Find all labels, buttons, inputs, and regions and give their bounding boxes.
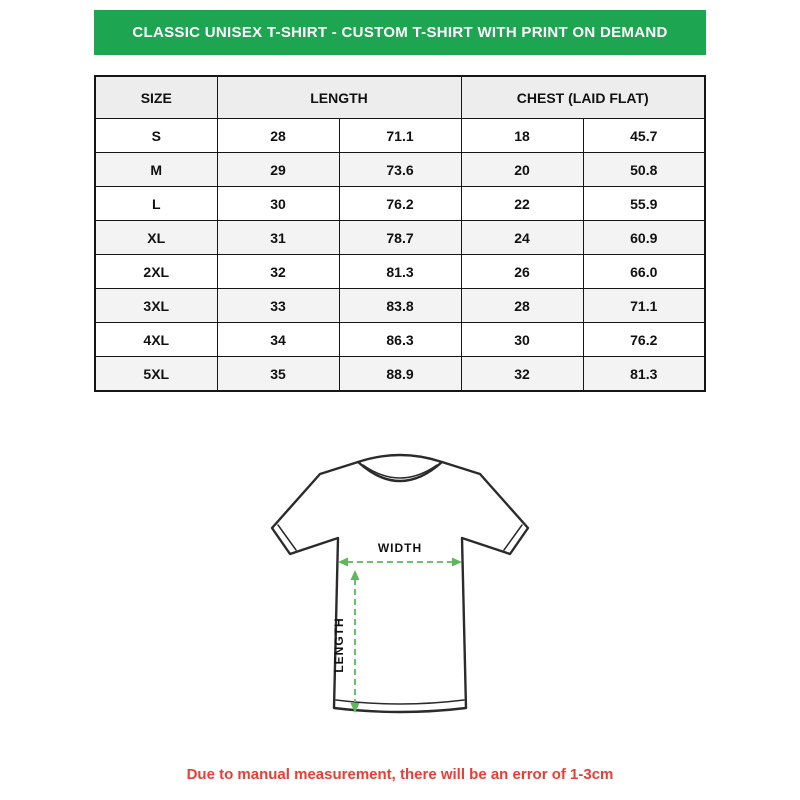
length-in-cell: 34 bbox=[217, 323, 339, 357]
size-table-body bbox=[95, 119, 705, 392]
table-header-row bbox=[95, 76, 705, 119]
length-in-cell: 30 bbox=[217, 187, 339, 221]
chest-in-cell: 28 bbox=[461, 289, 583, 323]
size-cell: 4XL bbox=[95, 323, 217, 357]
size-chart-table bbox=[94, 75, 706, 392]
table-row bbox=[95, 119, 705, 153]
size-cell: 3XL bbox=[95, 289, 217, 323]
table-row bbox=[95, 187, 705, 221]
length-cm-cell: 88.9 bbox=[339, 357, 461, 392]
chest-in-cell: 26 bbox=[461, 255, 583, 289]
length-in-cell: 33 bbox=[217, 289, 339, 323]
header-length: LENGTH bbox=[217, 76, 461, 119]
size-cell: M bbox=[95, 153, 217, 187]
chest-cm-cell: 45.7 bbox=[583, 119, 705, 153]
header-chest: CHEST (LAID FLAT) bbox=[461, 76, 705, 119]
chest-in-cell: 18 bbox=[461, 119, 583, 153]
size-cell: S bbox=[95, 119, 217, 153]
size-cell: 2XL bbox=[95, 255, 217, 289]
chest-cm-cell: 50.8 bbox=[583, 153, 705, 187]
tshirt-illustration bbox=[245, 442, 555, 742]
length-in-cell: 28 bbox=[217, 119, 339, 153]
length-cm-cell: 81.3 bbox=[339, 255, 461, 289]
chest-cm-cell: 81.3 bbox=[583, 357, 705, 392]
size-cell: XL bbox=[95, 221, 217, 255]
collar-back-icon bbox=[358, 455, 442, 462]
chest-cm-cell: 60.9 bbox=[583, 221, 705, 255]
title-banner bbox=[94, 10, 706, 55]
tshirt-outline-icon bbox=[272, 462, 528, 712]
chest-in-cell: 32 bbox=[461, 357, 583, 392]
length-in-cell: 35 bbox=[217, 357, 339, 392]
chest-cm-cell: 76.2 bbox=[583, 323, 705, 357]
length-cm-cell: 83.8 bbox=[339, 289, 461, 323]
table-row bbox=[95, 153, 705, 187]
length-cm-cell: 71.1 bbox=[339, 119, 461, 153]
length-label: LENGTH bbox=[332, 617, 346, 673]
table-row bbox=[95, 357, 705, 392]
chest-in-cell: 24 bbox=[461, 221, 583, 255]
chest-in-cell: 30 bbox=[461, 323, 583, 357]
tshirt-diagram bbox=[94, 442, 706, 742]
length-cm-cell: 73.6 bbox=[339, 153, 461, 187]
size-cell: 5XL bbox=[95, 357, 217, 392]
size-cell: L bbox=[95, 187, 217, 221]
length-cm-cell: 76.2 bbox=[339, 187, 461, 221]
length-in-cell: 29 bbox=[217, 153, 339, 187]
table-row bbox=[95, 221, 705, 255]
chest-cm-cell: 55.9 bbox=[583, 187, 705, 221]
table-row bbox=[95, 323, 705, 357]
chest-in-cell: 20 bbox=[461, 153, 583, 187]
length-in-cell: 31 bbox=[217, 221, 339, 255]
length-in-cell: 32 bbox=[217, 255, 339, 289]
measurement-note: Due to manual measurement, there will be an error of 1-3cm bbox=[186, 766, 614, 783]
chest-cm-cell: 71.1 bbox=[583, 289, 705, 323]
chest-in-cell: 22 bbox=[461, 187, 583, 221]
table-row bbox=[95, 289, 705, 323]
content-column bbox=[94, 0, 706, 783]
header-size: SIZE bbox=[95, 76, 217, 119]
length-cm-cell: 78.7 bbox=[339, 221, 461, 255]
length-cm-cell: 86.3 bbox=[339, 323, 461, 357]
page-title: CLASSIC UNISEX T-SHIRT - CUSTOM T-SHIRT WITH PRINT ON DEMAND bbox=[132, 24, 668, 41]
width-label: WIDTH bbox=[377, 541, 423, 555]
chest-cm-cell: 66.0 bbox=[583, 255, 705, 289]
table-row bbox=[95, 255, 705, 289]
